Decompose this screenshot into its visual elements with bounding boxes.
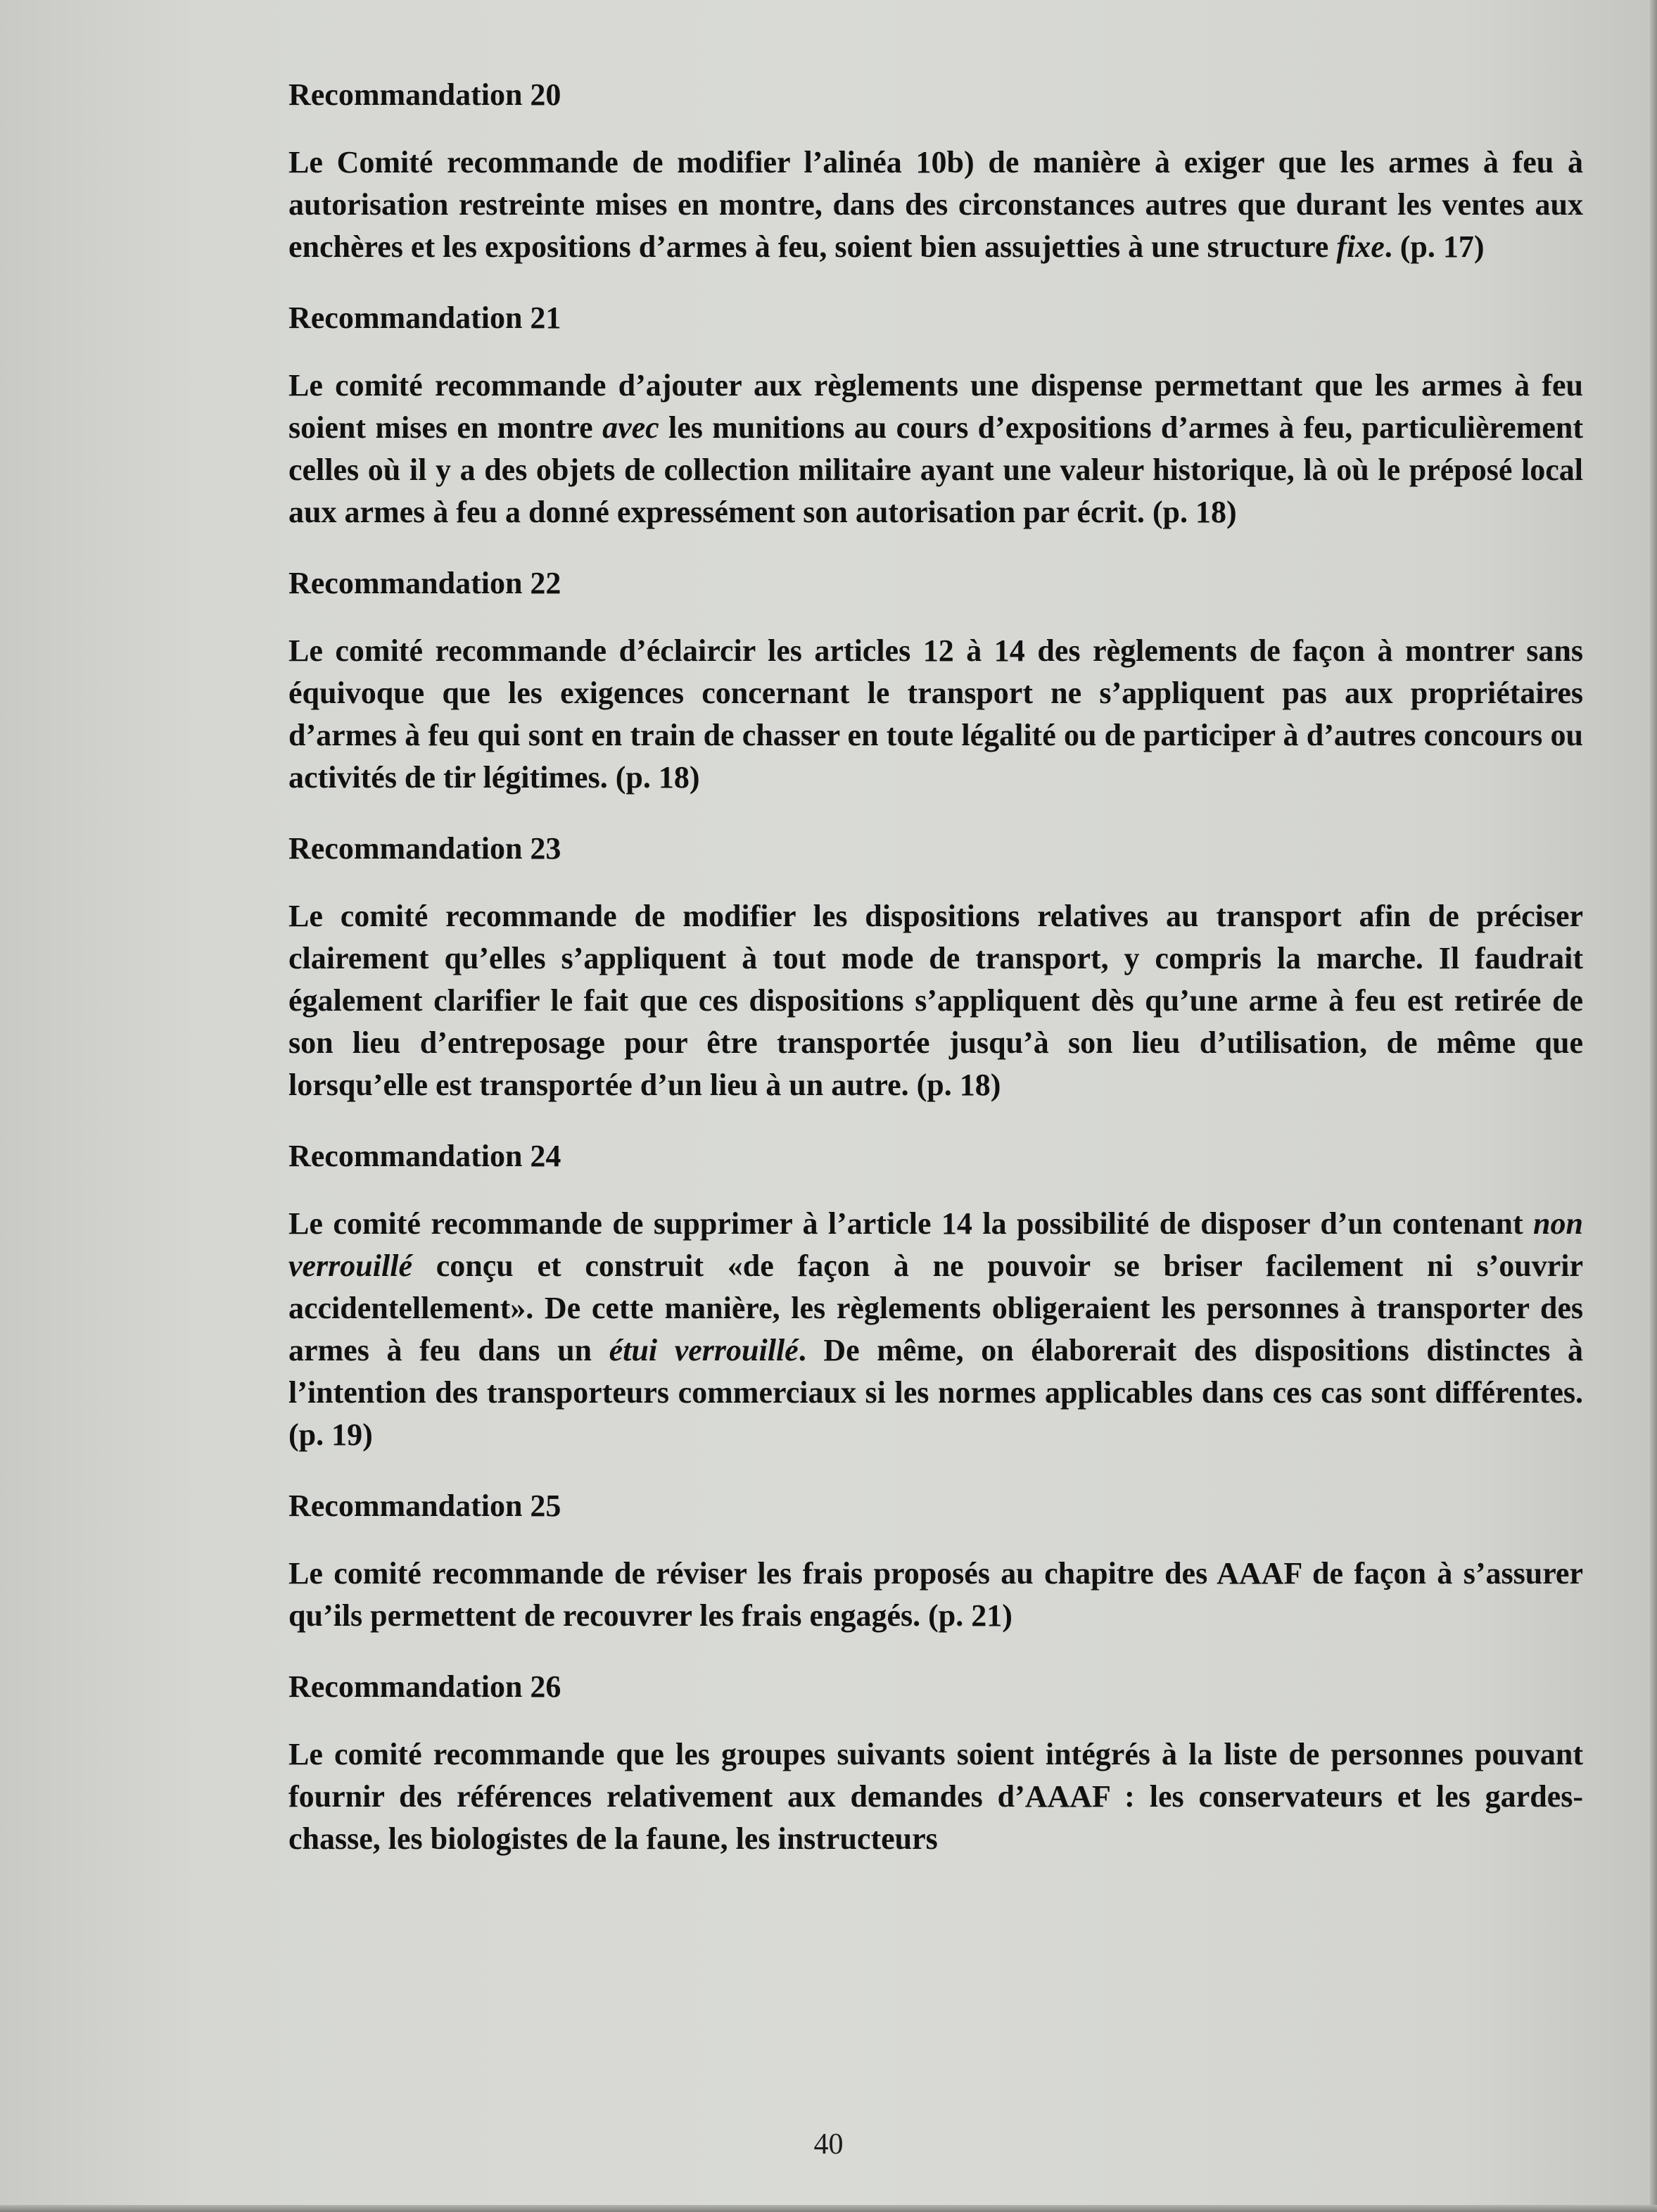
recommendation-text: Le comité recommande de supprimer à l’article 14 la possibilité de disposer d’un contenant non verrouillé conçu et construit «de façon à ne pouvoir se briser facilement ni s’ouvrir accidentellement». De cette manière, les règlements obligeraient les personnes à transporter des armes à feu dans un étui verrouillé. De même, on élaborerait des dispositions distinctes à l’intention des transporteurs commerciaux si les normes applicables dans ces cas sont différentes. (p. 19) [288, 1206, 1583, 1452]
recommendation-title: Recommandation 23 [288, 831, 561, 866]
recommendation-24 [288, 1135, 1583, 1456]
recommendation-25 [288, 1485, 1583, 1637]
recommendation-title: Recommandation 22 [288, 566, 561, 600]
recommendations-list [288, 74, 1583, 1889]
recommendation-22 [288, 562, 1583, 799]
page-number: 40 [813, 2128, 844, 2161]
recommendation-title: Recommandation 20 [288, 77, 561, 112]
recommendation-title: Recommandation 21 [288, 301, 561, 335]
recommendation-text: Le comité recommande que les groupes suivants soient intégrés à la liste de personnes pouvant fournir des références relativement aux demandes d’AAAF : les conservateurs et les gardes-chasse, les biologistes de la faune, les instructeurs [288, 1737, 1583, 1856]
emphasis-text: fixe [1336, 229, 1385, 264]
recommendation-text: Le comité recommande d’ajouter aux règlements une dispense permettant que les armes à feu soient mises en montre avec les munitions au cours d’expositions d’armes à feu, particulièrement celles où il y a des objets de collection militaire ayant une valeur historique, là où le préposé local aux armes à feu a donné expressément son autorisation par écrit. (p. 18) [288, 368, 1583, 529]
recommendation-title: Recommandation 26 [288, 1669, 561, 1704]
recommendation-21 [288, 297, 1583, 533]
recommendation-26 [288, 1666, 1583, 1860]
recommendation-text: Le Comité recommande de modifier l’alinéa 10b) de manière à exiger que les armes à feu à autorisation restreinte mises en montre, dans des circonstances autres que durant les ventes aux enchères et les expositions d’armes à feu, soient bien assujetties à une structure fixe. (p. 17) [288, 145, 1583, 264]
recommendation-text: Le comité recommande de modifier les dispositions relatives au transport afin de préciser clairement qu’elles s’appliquent à tout mode de transport, y compris la marche. Il faudrait également clarifier le fait que ces dispositions s’appliquent dès qu’une arme à feu est retirée de son lieu d’entreposage pour être transportée jusqu’à son lieu d’utilisation, de même que lorsqu’elle est transportée d’un lieu à un autre. (p. 18) [288, 899, 1583, 1102]
recommendation-title: Recommandation 24 [288, 1139, 561, 1173]
page-edge-shadow [1650, 0, 1657, 2212]
recommendation-20 [288, 74, 1583, 268]
emphasis-text: étui verrouillé [609, 1333, 799, 1367]
emphasis-text: avec [602, 410, 659, 445]
recommendation-title: Recommandation 25 [288, 1489, 561, 1523]
emphasis-text: non verrouillé [288, 1206, 1583, 1283]
recommendation-23 [288, 828, 1583, 1106]
recommendation-text: Le comité recommande d’éclaircir les articles 12 à 14 des règlements de façon à montrer sans équivoque que les exigences concernant le transport ne s’appliquent pas aux propriétaires d’armes à feu qui sont en train de chasser en toute légalité ou de participer à d’autres concours ou activités de tir légitimes. (p. 18) [288, 633, 1583, 795]
recommendation-text: Le comité recommande de réviser les frais proposés au chapitre des AAAF de façon à s’assurer qu’ils permettent de recouvrer les frais engagés. (p. 21) [288, 1556, 1583, 1633]
page-edge-shadow [0, 2205, 1657, 2212]
